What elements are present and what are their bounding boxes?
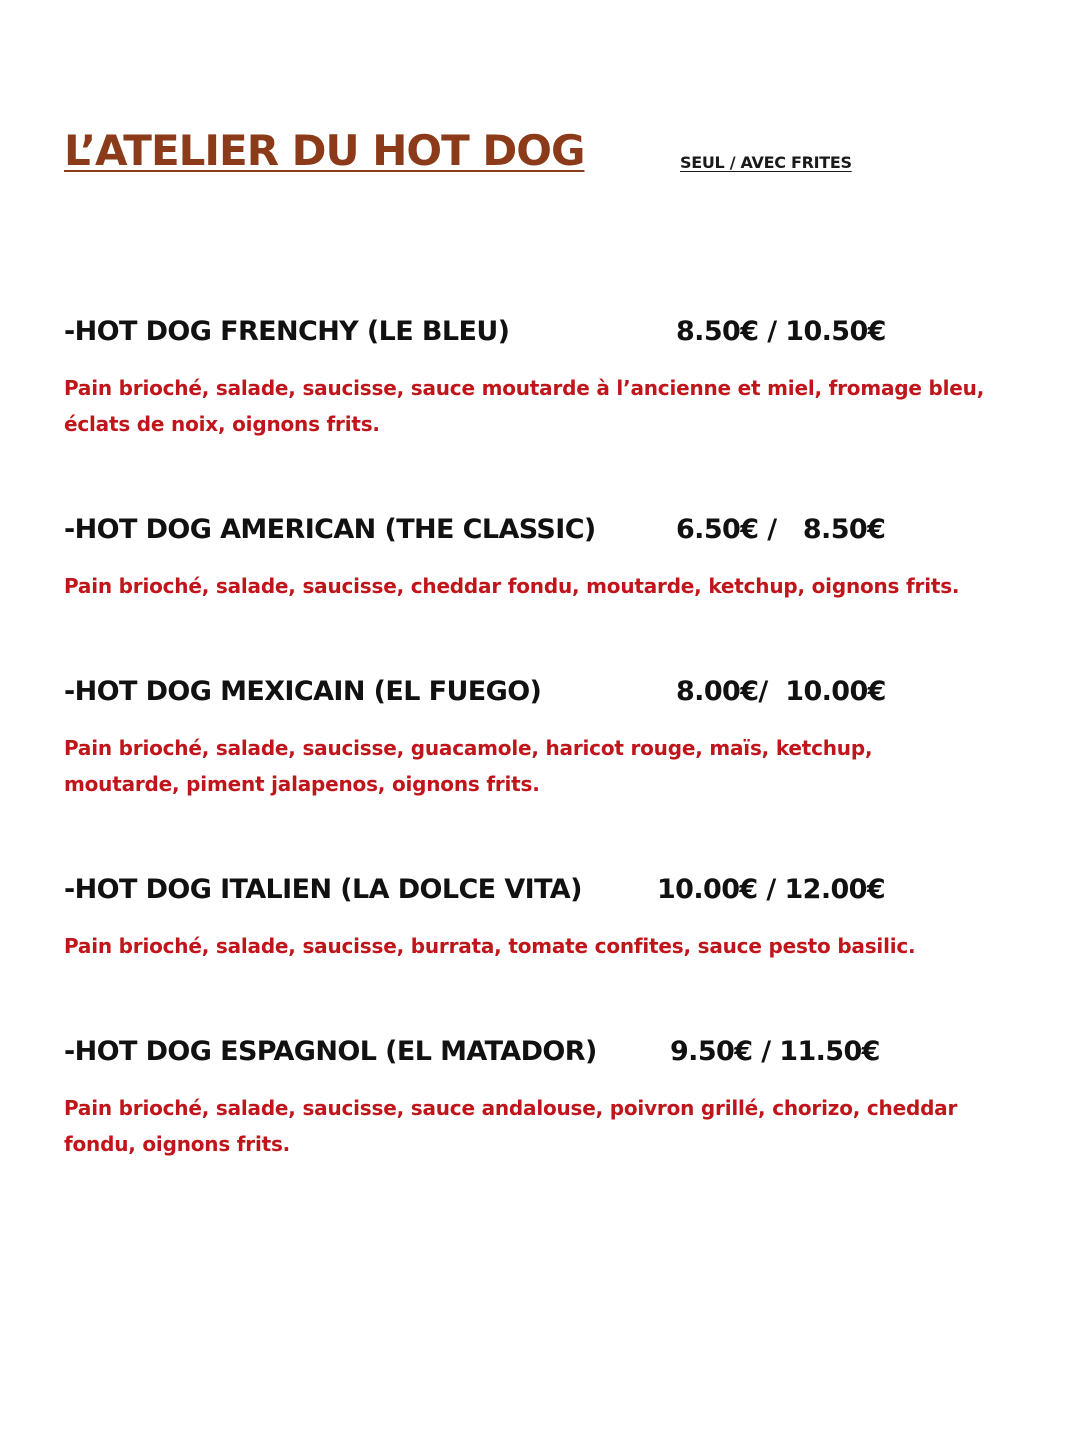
item-price: 9.50€ / 11.50€ — [670, 1036, 880, 1067]
item-description: Pain brioché, salade, saucisse, sauce andalouse, poivron grillé, chorizo, cheddar fondu, oignons frits. — [64, 1096, 958, 1156]
item-name: -HOT DOG MEXICAIN (EL FUEGO) — [64, 676, 542, 707]
item-price: 10.00€ / 12.00€ — [657, 874, 886, 905]
item-price: 6.50€ / 8.50€ — [676, 514, 886, 545]
menu-title: L’ATELIER DU HOT DOG — [64, 126, 585, 175]
item-name: -HOT DOG ESPAGNOL (EL MATADOR) — [64, 1036, 597, 1067]
item-description: Pain brioché, salade, saucisse, guacamole, haricot rouge, maïs, ketchup, moutarde, piment jalapenos, oignons frits. — [64, 736, 873, 796]
item-price: 8.50€ / 10.50€ — [676, 316, 886, 347]
item-description: Pain brioché, salade, saucisse, cheddar fondu, moutarde, ketchup, oignons frits. — [64, 574, 960, 598]
menu-item-frenchy — [64, 316, 1024, 442]
menu-item-american — [64, 514, 1024, 604]
item-name: -HOT DOG AMERICAN (THE CLASSIC) — [64, 514, 596, 545]
menu-item-italien — [64, 874, 1024, 964]
menu-item-mexicain — [64, 676, 1024, 802]
item-name: -HOT DOG FRENCHY (LE BLEU) — [64, 316, 510, 347]
item-description: Pain brioché, salade, saucisse, burrata, tomate confites, sauce pesto basilic. — [64, 934, 916, 958]
item-description: Pain brioché, salade, saucisse, sauce moutarde à l’ancienne et miel, fromage bleu, éclats de noix, oignons frits. — [64, 376, 985, 436]
item-name: -HOT DOG ITALIEN (LA DOLCE VITA) — [64, 874, 582, 905]
price-columns-label: SEUL / AVEC FRITES — [680, 153, 852, 172]
menu-item-espagnol — [64, 1036, 1024, 1162]
item-price: 8.00€/ 10.00€ — [676, 676, 886, 707]
